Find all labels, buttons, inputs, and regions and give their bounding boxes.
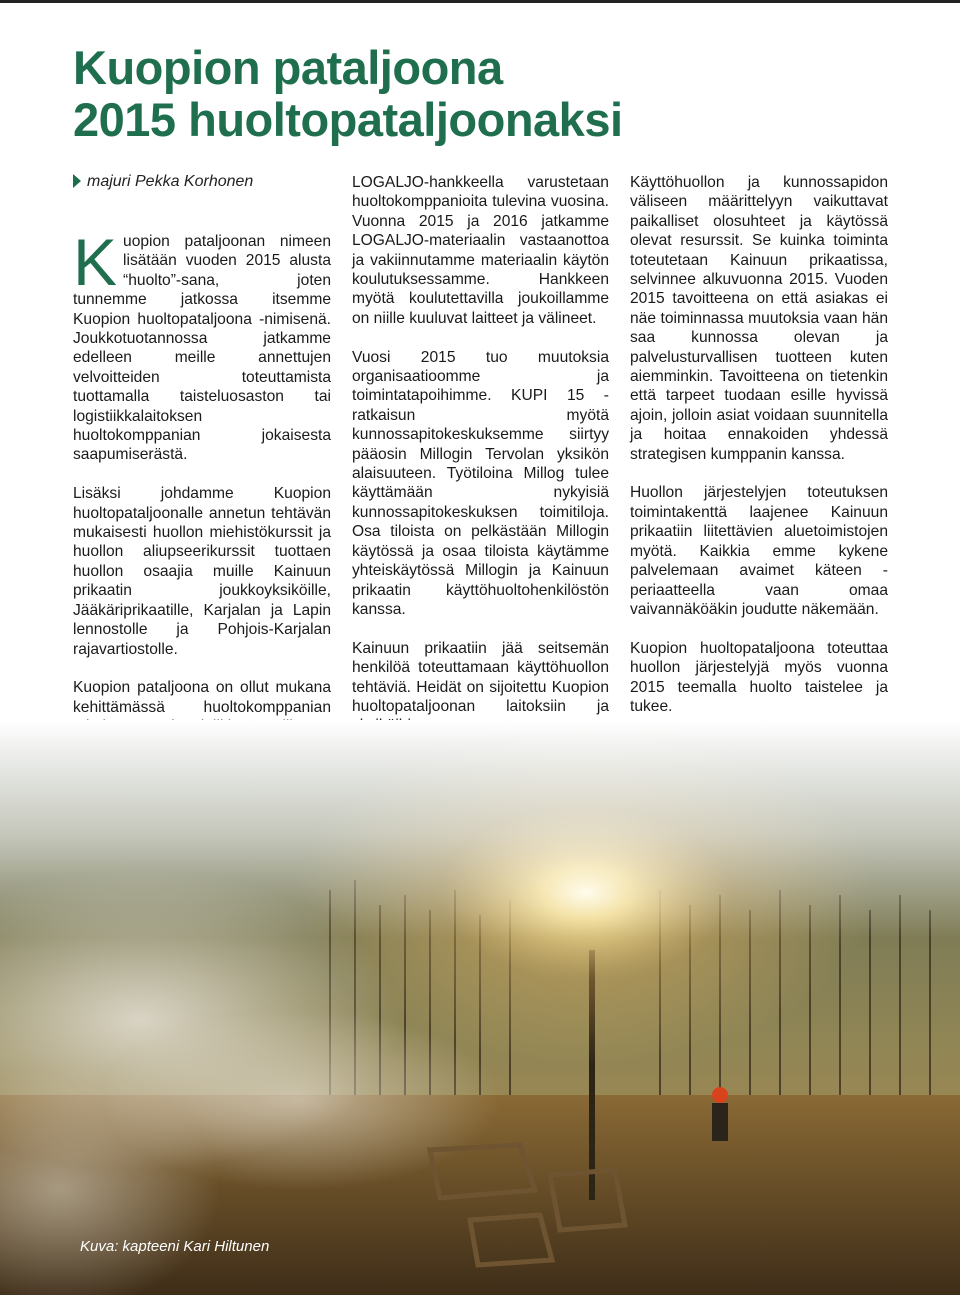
- paragraph: LOGALJO-hankkeella varustetaan huoltokomppanioita tulevina vuosina. Vuonna 2015 ja 2016 jatkamme LOGALJO-materiaalin vastaanottoa ja vakiinnutamme materiaalin käytön koulutuksessamme. Hankkeen myötä koulutettavilla joukoillamme on niille kuuluvat laitteet ja välineet.: [352, 174, 609, 327]
- title-line-2: 2015 huoltopataljoonaksi: [73, 93, 623, 146]
- forest-camp-photo: [0, 720, 960, 1295]
- paragraph: Lisäksi johdamme Kuopion huoltopataljoonalle annetun tehtävän mukaisesti huollon miehistökurssit ja huollon aliupseerikurssit tuottaen huollon osaajia muille Kainuun prikaatin joukkoyksiköille, Jääkäriprikaatille, Karjalan ja Lapin lennostolle ja Pohjois-Karjalan rajavartiostolle.: [73, 485, 331, 658]
- paragraph: Käyttöhuollon ja kunnossapidon väliseen määrittelyyn vaikuttavat paikalliset olosuhteet ja käytössä olevat resurssit. Se kuinka toiminta toteutetaan Kainuun prikaatissa, selvinnee alkuvuonna 2015. Vuoden 2015 tavoitteena on että asiakas ei näe toiminnassa muutoksia vaan hän saa kunnossa olevan ja palvelusturvallisen tuotteen kuten aiemminkin. Tavoitteena on tietenkin että tarpeet tuodaan esille hyvissä ajoin, jolloin asiat voidaan suunnitella ja hoitaa ennakoiden yhdessä strategisen kumppanin kanssa.: [630, 174, 888, 463]
- byline-marker-icon: [73, 174, 81, 188]
- top-rule: [0, 0, 960, 3]
- paragraph: Kainuun prikaatiin jää seitsemän henkilöä toteuttamaan käyttöhuollon tehtäviä. Heidät on sijoitettu Kuopion huoltopataljoonan laitoksiin ja: [352, 639, 609, 715]
- paragraph: Kuopion huoltopataljoona toteuttaa huollon järjestelyjä myös vuonna 2015 teemalla huolto taistelee ja tukee.: [630, 639, 888, 715]
- drop-cap: K: [73, 225, 118, 299]
- byline: [73, 173, 253, 191]
- author-name: majuri Pekka Korhonen: [87, 173, 254, 190]
- title-line-1: Kuopion pataljoona: [73, 41, 503, 94]
- paragraph: [73, 225, 331, 465]
- paragraph: Vuosi 2015 tuo muutoksia organisaatioomme ja toimintatapoihimme. KUPI 15 -ratkaisun myötä kunnossapitokeskuksemme siirtyy pääosin Millogin Tervolan yksikön alaisuuteen. Työtiloina Millog tulee käyttämään nykyisiä kunnossapitokeskuksen toimitiloja. Osa tiloista on pelkästään Millogin käytössä ja osaa tiloista käytämme yhteiskäytössä Millogin ja Kainuun prikaatin käyttöhuoltohenkilöstön kanssa.: [352, 348, 609, 618]
- article-title: [73, 42, 623, 146]
- paragraph: Kuopion pataljoona on ollut mukana kehittämässä huoltokomppanian: [73, 679, 331, 716]
- paragraph-text: uopion pataljoonan nimeen lisätään vuoden 2015 alusta “huolto”-sana, joten tunnemme jatkossa itsemme Kuopion huoltopataljoona -nimisenä. Joukkotuotannossa jatkamme edelleen meille annettujen velvoitteiden toteuttamista tuottamalla taisteluosaston tai logistiikkalaitoksen huoltokomppanian jokaisesta saapumiserästä.: [73, 233, 331, 464]
- photo-caption: Kuva: kapteeni Kari Hiltunen: [80, 1238, 270, 1255]
- paragraph: Huollon järjestelyjen toteutuksen toimintakenttä laajenee Kainuun prikaatiin liitettävien aluetoimistojen myötä. Kaikkia emme kykene palvelemaan avaimet käteen -periaatteella vaan omaa vaivannäköäkin joudutte näkemään.: [630, 484, 888, 618]
